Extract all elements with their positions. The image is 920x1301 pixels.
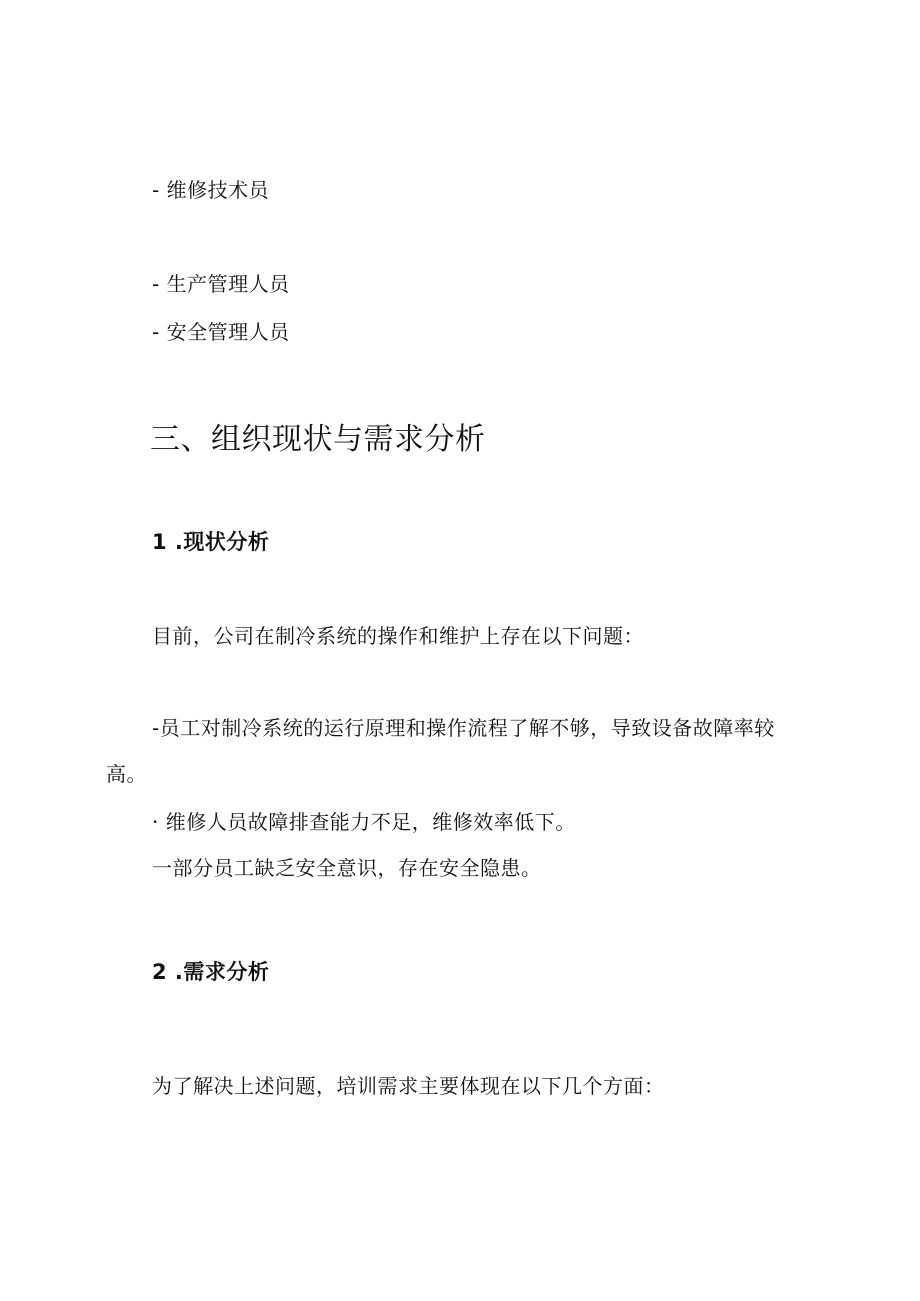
role-list-item-production-manager: - 生产管理人员	[152, 272, 290, 296]
subsection-heading-current-status: 1 .现状分析	[152, 530, 270, 554]
subsection-heading-needs-analysis: 2 .需求分析	[152, 960, 270, 984]
issue-item-understanding-line1: -员工对制冷系统的运行原理和操作流程了解不够，导致设备故障率较	[152, 716, 775, 740]
needs-analysis-intro: 为了解决上述问题，培训需求主要体现在以下几个方面：	[152, 1074, 665, 1098]
issue-item-understanding-line2: 高。	[106, 762, 147, 786]
issue-item-troubleshooting: · 维修人员故障排查能力不足，维修效率低下。	[152, 810, 576, 834]
issue-item-safety-awareness: 一部分员工缺乏安全意识，存在安全隐患。	[152, 856, 542, 880]
role-list-item-maintenance-technician: - 维修技术员	[152, 178, 270, 202]
current-status-intro: 目前，公司在制冷系统的操作和维护上存在以下问题：	[152, 624, 644, 648]
role-list-item-safety-manager: - 安全管理人员	[152, 320, 290, 344]
section-heading: 三、组织现状与需求分析	[150, 422, 486, 457]
